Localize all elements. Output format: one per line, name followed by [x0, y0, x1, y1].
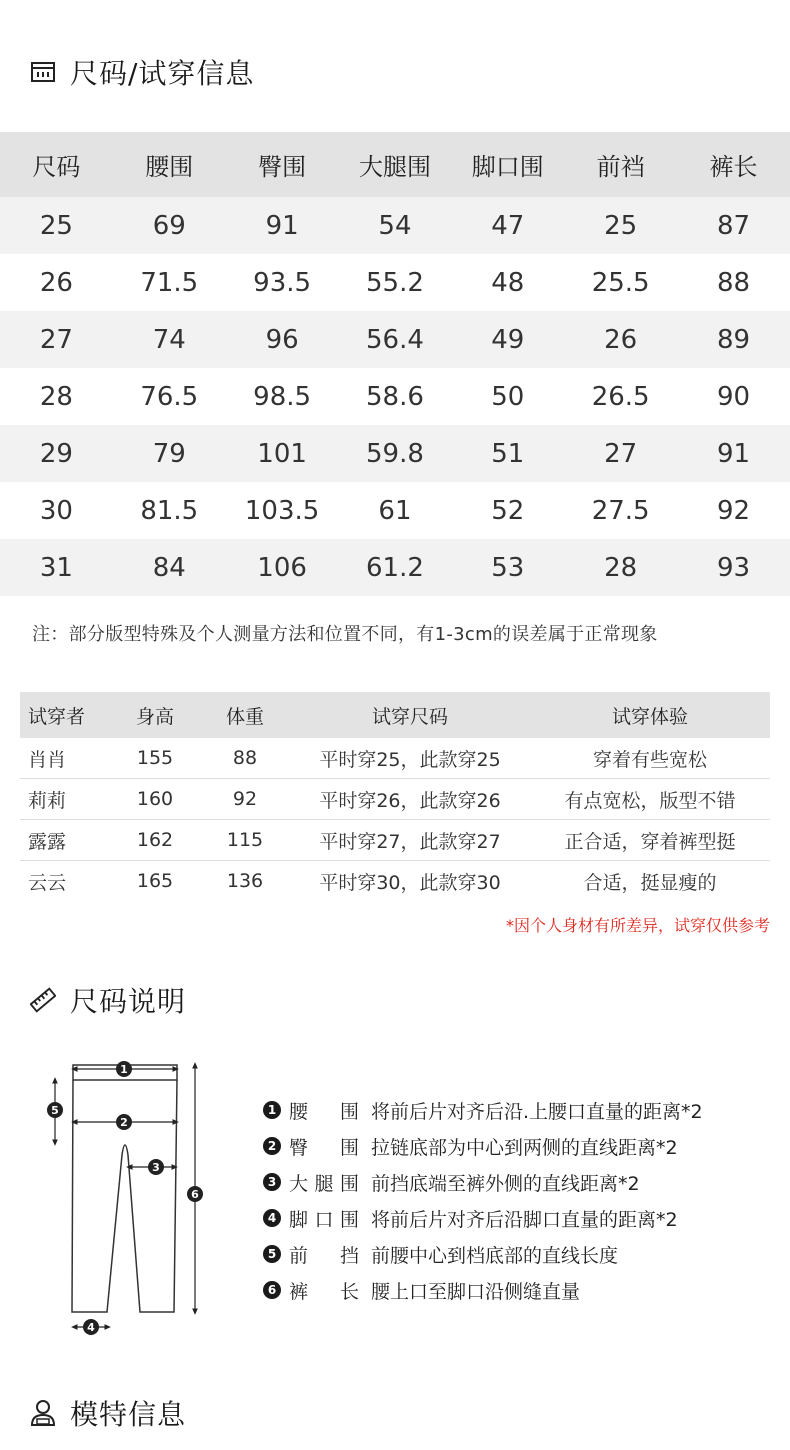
size-table-cell: 91	[226, 197, 339, 254]
fit-table-row	[20, 820, 770, 861]
size-table-row	[0, 539, 790, 596]
legend-number-badge: 6	[263, 1281, 281, 1299]
size-table-cell: 27	[0, 311, 113, 368]
fit-table-cell: 有点宽松，版型不错	[530, 779, 770, 820]
legend-item-description: 前挡底端至裤外侧的直线距离*2	[371, 1172, 640, 1195]
size-table-row	[0, 482, 790, 539]
fit-table-cell: 平时穿26，此款穿26	[290, 779, 530, 820]
fit-table-cell: 165	[136, 870, 174, 892]
legend-item-description: 将前后片对齐后沿脚口直量的距离*2	[371, 1208, 678, 1231]
legend-number-badge: 5	[263, 1245, 281, 1263]
size-table-cell: 59.8	[339, 425, 452, 482]
fit-table-cell: 115	[200, 820, 290, 861]
size-table-cell: 88	[677, 254, 790, 311]
size-table-cell: 26.5	[564, 368, 677, 425]
size-table-cell: 26	[564, 311, 677, 368]
size-table-cell: 30	[0, 482, 113, 539]
fit-table-cell: 合适，挺显瘦的	[583, 871, 717, 894]
fit-table-cell: 穿着有些宽松	[530, 738, 770, 779]
legend-item	[263, 1092, 703, 1128]
size-table-cell: 56.4	[339, 311, 452, 368]
model-section-title	[30, 1393, 186, 1433]
model-section-title-text: 模特信息	[70, 1398, 187, 1431]
fit-table-row	[20, 861, 770, 902]
fit-table-cell: 正合适，穿着裤型挺	[530, 820, 770, 861]
legend-item	[263, 1164, 703, 1200]
size-table-cell: 25.5	[564, 254, 677, 311]
fit-table-row	[20, 779, 770, 820]
size-table-cell: 58.6	[339, 368, 452, 425]
size-table-cell: 26	[0, 254, 113, 311]
size-table-cell: 84	[113, 539, 226, 596]
size-table-cell: 106	[226, 539, 339, 596]
diagram-marker-5: 5	[51, 1104, 59, 1117]
legend-item	[263, 1272, 703, 1308]
fit-table-cell: 162	[110, 820, 200, 861]
size-table-cell: 81.5	[113, 482, 226, 539]
legend-item	[263, 1128, 703, 1164]
size-table-row	[0, 311, 790, 368]
size-table-cell: 91	[677, 425, 790, 482]
size-table-cell: 47	[451, 197, 564, 254]
legend-item-description: 将前后片对齐后沿.上腰口直量的距离*2	[371, 1100, 703, 1123]
size-table-cell: 48	[451, 254, 564, 311]
size-table-cell: 98.5	[226, 368, 339, 425]
size-table-cell: 61	[339, 482, 452, 539]
legend-number-badge: 1	[263, 1101, 281, 1119]
fit-table-header	[20, 692, 770, 738]
size-table-cell: 93	[677, 539, 790, 596]
fit-warning: *因个人身材有所差异，试穿仅供参考	[505, 916, 770, 935]
size-table-header-cell: 尺码	[0, 132, 113, 197]
size-table-cell: 103.5	[226, 482, 339, 539]
fit-table-cell: 平时穿30，此款穿30	[319, 871, 501, 894]
diagram-marker-1: 1	[120, 1063, 128, 1076]
size-table-header-cell: 脚口围	[451, 132, 564, 197]
fit-table-header-cell: 试穿尺码	[290, 692, 530, 738]
size-section-title	[30, 52, 254, 92]
size-section-title-text: 尺码/试穿信息	[70, 57, 255, 90]
fit-table-cell: 平时穿27，此款穿27	[290, 820, 530, 861]
size-table-header-cell: 腰围	[113, 132, 226, 197]
measure-section-title	[30, 980, 186, 1020]
size-table-cell: 25	[564, 197, 677, 254]
size-table-cell: 71.5	[113, 254, 226, 311]
legend-item	[263, 1200, 703, 1236]
size-table-header-cell: 裤长	[677, 132, 790, 197]
size-table-cell: 74	[113, 311, 226, 368]
legend-item-description: 拉链底部为中心到两侧的直线距离*2	[371, 1136, 678, 1159]
size-table-cell: 54	[339, 197, 452, 254]
measurement-note: 注：部分版型特殊及个人测量方法和位置不同，有1-3cm的误差属于正常现象	[32, 624, 658, 645]
legend-item	[263, 1236, 703, 1272]
size-table-cell: 79	[113, 425, 226, 482]
fit-table-header-cell: 试穿者	[20, 692, 110, 738]
size-table-cell: 25	[0, 197, 113, 254]
legend-number-badge: 3	[263, 1173, 281, 1191]
size-table-cell: 50	[451, 368, 564, 425]
size-table-cell: 101	[226, 425, 339, 482]
size-table-cell: 92	[677, 482, 790, 539]
fit-table-cell: 88	[200, 738, 290, 779]
fit-table-cell: 云云	[28, 871, 67, 894]
fit-table-cell: 莉莉	[20, 779, 110, 820]
legend-item-name: 腰围	[289, 1100, 359, 1123]
size-table-header-cell: 大腿围	[339, 132, 452, 197]
legend-item-name: 脚口围	[289, 1208, 359, 1231]
legend-item-name: 大腿围	[289, 1172, 359, 1195]
size-table-cell: 29	[0, 425, 113, 482]
size-table-cell: 28	[564, 539, 677, 596]
fit-table-cell: 155	[110, 738, 200, 779]
diagram-marker-2: 2	[120, 1116, 128, 1129]
person-icon	[30, 1400, 56, 1426]
fit-table-cell: 92	[200, 779, 290, 820]
fit-table-cell: 露露	[20, 820, 110, 861]
tape-measure-icon	[30, 987, 56, 1013]
legend-number-badge: 2	[263, 1137, 281, 1155]
size-table-cell: 31	[0, 539, 113, 596]
size-table-cell: 49	[451, 311, 564, 368]
size-table-row	[0, 254, 790, 311]
size-table-cell: 96	[226, 311, 339, 368]
size-table-header-cell: 臀围	[226, 132, 339, 197]
diagram-marker-3: 3	[152, 1161, 160, 1174]
legend-item-description: 腰上口至脚口沿侧缝直量	[371, 1280, 581, 1303]
legend-item-name: 前挡	[289, 1244, 359, 1267]
fit-table-cell: 136	[226, 870, 264, 892]
size-table-cell: 28	[0, 368, 113, 425]
size-table-row	[0, 368, 790, 425]
size-table-cell: 69	[113, 197, 226, 254]
size-table-cell: 89	[677, 311, 790, 368]
size-table-cell: 53	[451, 539, 564, 596]
legend-item-name: 裤长	[289, 1280, 359, 1303]
size-table-header	[0, 132, 790, 197]
fit-table-cell: 肖肖	[20, 738, 110, 779]
fit-table-row	[20, 738, 770, 779]
size-table-cell: 27	[564, 425, 677, 482]
size-table-cell: 76.5	[113, 368, 226, 425]
size-table-cell: 93.5	[226, 254, 339, 311]
fit-table-header-cell: 试穿体验	[530, 692, 770, 738]
fit-table-header-cell: 身高	[110, 692, 200, 738]
fit-table-header-cell: 体重	[200, 692, 290, 738]
measurement-legend	[263, 1092, 703, 1308]
legend-number-badge: 4	[263, 1209, 281, 1227]
legend-item-description: 前腰中心到档底部的直线长度	[371, 1244, 619, 1267]
size-table-row	[0, 425, 790, 482]
size-table-cell: 87	[677, 197, 790, 254]
size-table-cell: 52	[451, 482, 564, 539]
pants-measurement-diagram	[40, 1055, 220, 1340]
size-table	[0, 132, 790, 596]
size-table-cell: 51	[451, 425, 564, 482]
size-table-cell: 61.2	[339, 539, 452, 596]
fit-table-cell: 160	[110, 779, 200, 820]
ruler-grid-icon	[30, 59, 56, 85]
size-table-header-cell: 前裆	[564, 132, 677, 197]
fit-table	[20, 692, 770, 901]
size-table-row	[0, 197, 790, 254]
diagram-marker-4: 4	[87, 1321, 95, 1334]
size-table-cell: 55.2	[339, 254, 452, 311]
fit-table-cell: 平时穿25，此款穿25	[290, 738, 530, 779]
legend-item-name: 臀围	[289, 1136, 359, 1159]
diagram-marker-6: 6	[191, 1188, 199, 1201]
measure-section-title-text: 尺码说明	[70, 985, 187, 1018]
size-table-cell: 27.5	[564, 482, 677, 539]
size-table-cell: 90	[677, 368, 790, 425]
